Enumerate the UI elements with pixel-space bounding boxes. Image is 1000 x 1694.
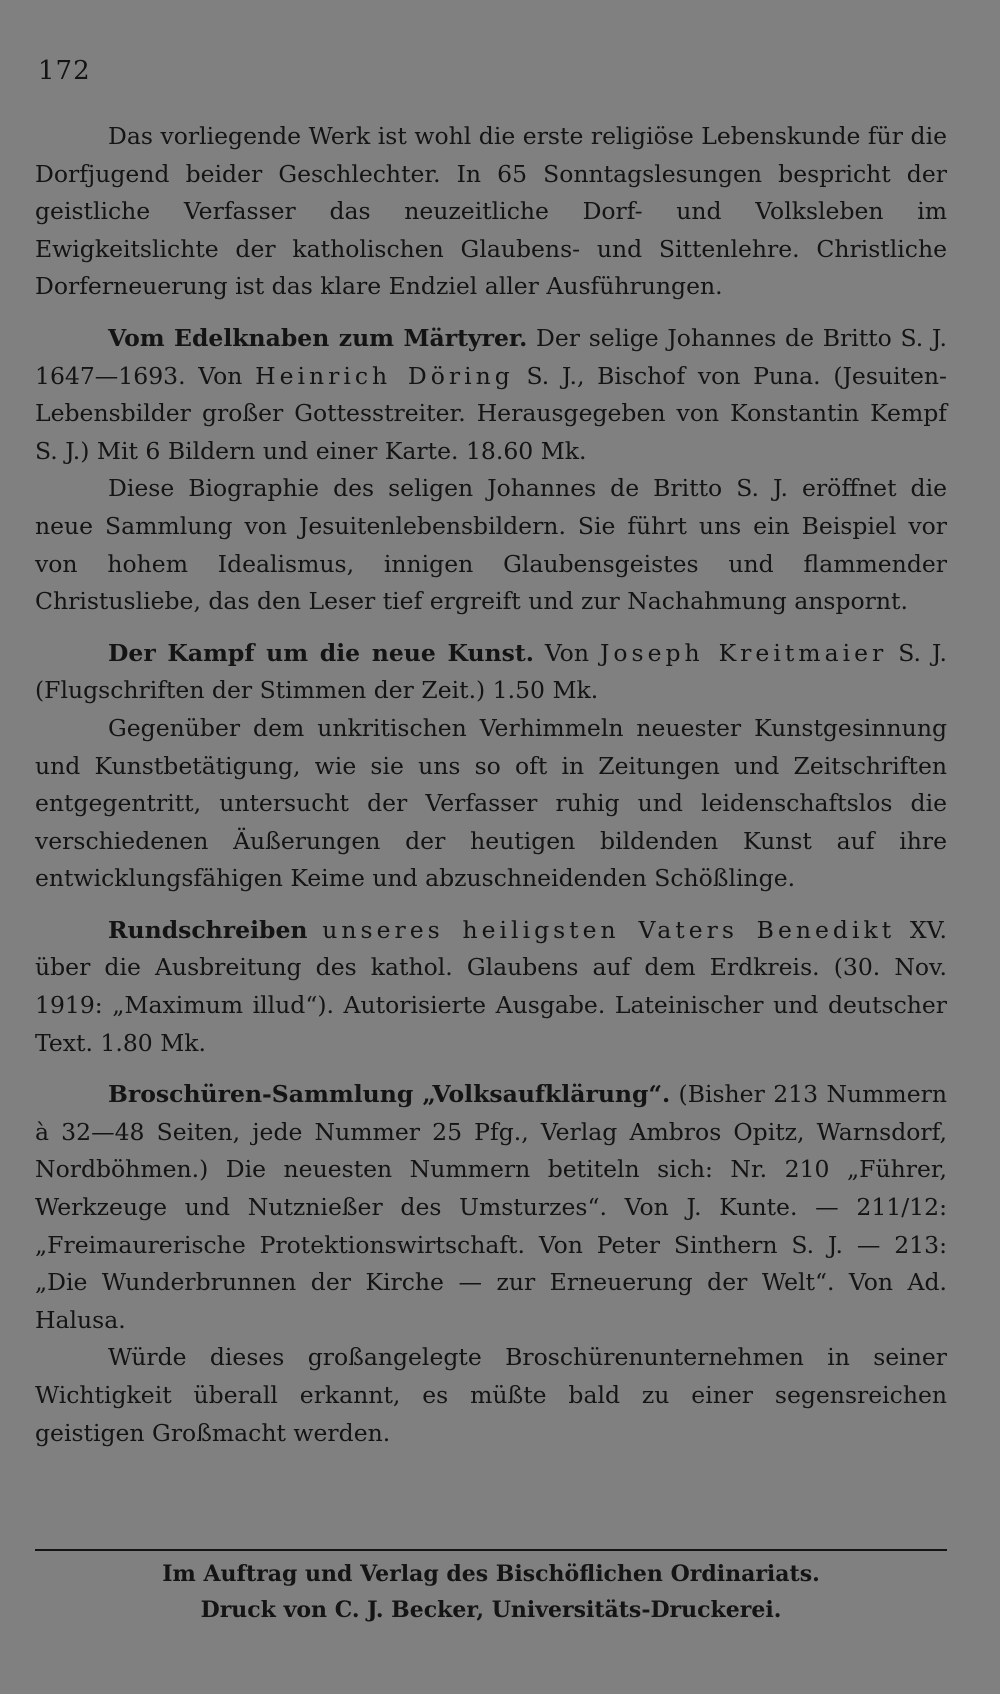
book-author: unseres heiligsten Vaters Benedikt — [322, 915, 896, 944]
entry-paragraph: Diese Biographie des seligen Johannes de Britto S. J. eröffnet die neue Sammlung von Jesuitenlebensbildern. Sie führt uns ein Beispiel vor von hohem Idealismus, innigen Glaubensgeistes und flammender Christusliebe, das den Leser tief ergreift und zur Nachahmung anspornt. — [35, 474, 947, 616]
book-entry-header — [35, 320, 947, 470]
book-details: S. J., Bischof von Puna. (Jesuiten-Lebensbilder großer Gottesstreiter. Herausgegeben von Konstantin Kempf S. J.) Mit 6 Bildern und einer Karte. 18.60 Mk. — [35, 361, 947, 465]
imprint-printer: Druck von C. J. Becker, Universitäts-Druckerei. — [200, 1597, 782, 1623]
entry-paragraph: Gegenüber dem unkritischen Verhimmeln neuester Kunstgesinnung und Kunstbetätigung, wie sie uns so oft in Zeitungen und Zeitschriften entgegentritt, untersucht der Verfasser ruhig und leidenschaftslos die verschiedenen Äußerungen der heutigen bildenden Kunst auf ihre entwicklungsfähigen Keime und abzuschneidenden Schößlinge. — [35, 713, 947, 893]
entry-paragraph: Das vorliegende Werk ist wohl die erste religiöse Lebenskunde für die Dorfjugend beider Geschlechter. In 65 Sonntagslesungen bespricht der geistliche Verfasser das neuzeitliche Dorf- und Volksleben im Ewigkeitslichte der katholischen Glaubens- und Sittenlehre. Christliche Dorferneuerung ist das klare Endziel aller Ausführungen. — [35, 122, 947, 301]
page-body — [35, 118, 947, 1452]
book-entry-header — [35, 912, 947, 1062]
book-details: Der selige Johannes de Britto S. J. 1647—1693. Von — [35, 323, 947, 390]
book-title: Broschüren-Sammlung „Volksaufklärung“. — [108, 1080, 671, 1109]
book-title: Vom Edelknaben zum Märtyrer. — [108, 323, 528, 352]
page-number: 172 — [38, 56, 91, 86]
book-author: Heinrich Döring — [255, 361, 514, 390]
book-entry-header — [35, 635, 947, 710]
entry-paragraph: Würde dieses großangelegte Broschürenunternehmen in seiner Wichtigkeit überall erkannt, es müßte bald zu einer segensreichen geistigen Großmacht werden. — [35, 1343, 947, 1447]
book-title: Der Kampf um die neue Kunst. — [108, 638, 534, 667]
footer-rule — [35, 1549, 947, 1551]
book-details: (Bisher 213 Nummern à 32—48 Seiten, jede Nummer 25 Pfg., Verlag Ambros Opitz, Warnsdorf, Nordböhmen.) Die neuesten Nummern betiteln sich: Nr. 210 „Führer, Werkzeuge und Nutznießer des Umsturzes“. Von J. Kunte. — 211/12: „Freimaurerische Protektionswirtschaft. Von Peter Sinthern S. J. — 213: „Die Wunderbrunnen der Kirche — zur Erneuerung der Welt“. Von Ad. Halusa. — [35, 1080, 947, 1334]
book-details: S. J. (Flugschriften der Stimmen der Zeit.) 1.50 Mk. — [35, 638, 947, 705]
book-title: Rundschreiben — [108, 915, 308, 944]
imprint — [35, 1556, 947, 1628]
book-details — [308, 916, 323, 944]
book-details: XV. über die Ausbreitung des kathol. Glaubens auf dem Erdkreis. (30. Nov. 1919: „Maximum illud“). Autorisierte Ausgabe. Lateinischer und deutscher Text. 1.80 Mk. — [35, 915, 947, 1057]
imprint-publisher: Im Auftrag und Verlag des Bischöflichen Ordinariats. — [162, 1561, 820, 1587]
book-details: Von — [533, 638, 600, 667]
book-entry-header — [35, 1076, 947, 1339]
book-author: Joseph Kreitmaier — [599, 638, 888, 667]
